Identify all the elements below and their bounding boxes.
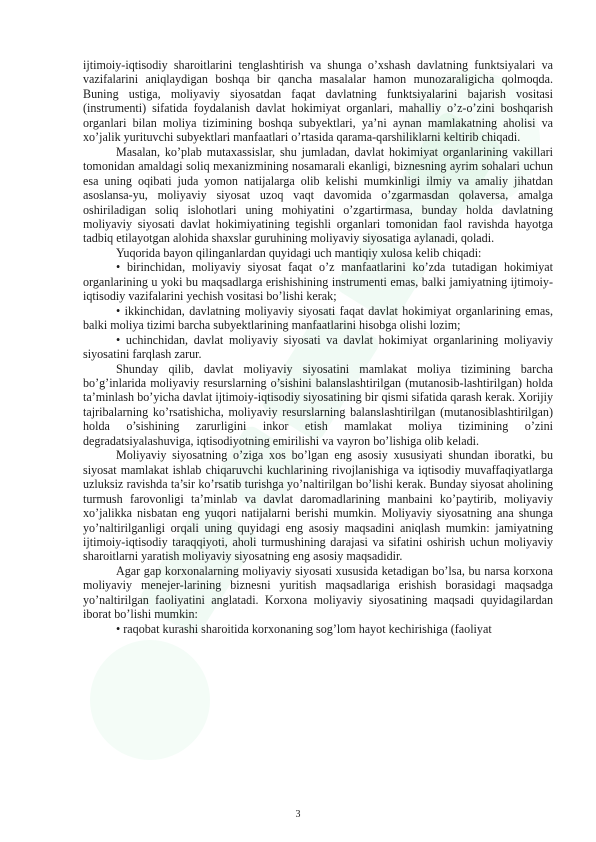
paragraph: Moliyaviy siyosatning o’ziga xos bo’lgan eng asosiy xususiyati shundan iboratki, bu siyosat mamlakat ishlab chiqaruvchi kuchlarining rivojlanishiga va iqtisodiy muvaffaqiyatlarga uzluksiz ravishda ta’sir ko’rsatib turishga yo’naltirilgan bo’lishi kerak. Bunday siyosat aholining turmush farovonligi ta’minlab va davlat daromadlarining manbaini ko’paytirib, moliyaviy xo’jalikka nisbatan eng yuqori natijalarni berishi mumkin. Moliyaviy siyosatning ana shunga yo’naltirilganligi orqali uning quyidagi eng asosiy maqsadini aniqlash mumkin: jamiyatning ijtimoiy-iqtisodiy taraqqiyoti, aholi turmushining darajasi va sifatini oshirish uchun moliyaviy sharoitlarni yaratish moliyaviy siyosatning eng asosiy maqsadidir. [83,448,553,564]
paragraph: Agar gap korxonalarning moliyaviy siyosati xususida ketadigan bo’lsa, bu narsa korxona moliyaviy menejer-larining biznesni yuritish maqsadlariga erishish borasidagi maqsadga yo’naltirilgan faoliyatini anglatadi. Korxona moliyaviy siyosatining maqsadi quyidagilardan iborat bo’lishi mumkin: [83,563,553,622]
paragraph: Yuqorida bayon qilinganlardan quyidagi uch mantiqiy xulosa kelib chiqadi: [116,245,482,260]
bullet-item: • uchinchidan, davlat moliyaviy siyosati va davlat hokimiyat organlarining moliyaviy siyosatini farqlash zarur. [83,332,553,362]
page-number: 3 [295,809,301,820]
document-body [83,58,553,636]
paragraph: Masalan, ko’plab mutaxassislar, shu jumladan, davlat hokimiyat organlarining vakillari tomonidan amaldagi soliq mexanizmining nosamarali ekanligi, biznesning ayrim sohalari uchun esa uning oqibati juda yomon natijalarga olib kelishi mumkinligi ilmiy va amaliy jihatdan asoslansa-yu, moliyaviy siyosat uzoq vaqt davomida o’zgarmasdan qolaversa, amalga oshiriladigan soliq islohotlari uning mohiyatini o’zgartirmasa, bunday holda davlatning moliyaviy siyosati davlat hokimiyatining tegishli organlari tomonidan faol ravishda hayotga tadbiq etilayotgan alohida shaxslar guruhining moliyaviy siyosatiga aylanadi, qoladi. [83,144,553,246]
bullet-item: • raqobat kurashi sharoitida korxonaning sog’lom hayot kechirishiga (faoliyat [116,621,492,636]
bullet-item: • birinchidan, moliyaviy siyosat faqat o’z manfaatlarini ko’zda tutadigan hokimiyat organlarining u yoki bu maqsadlarga erishishining instrumenti emas, balki jamiyatning ijtimoiy-iqtisodiy vazifalarini yechish vositasi bo’lishi kerak; [83,260,553,304]
paragraph: Shunday qilib, davlat moliyaviy siyosatini mamlakat moliya tizimining barcha bo’g’inlarida moliyaviy resurslarning o’sishini balanslashtirilgan (mutanosib-lashtirilgan) holda ta’minlash bo’yicha davlat ijtimoiy-iqtisodiy siyosatining bir qismi sifatida qarash kerak. Xorijiy tajribalarning ko’rsatishicha, moliyaviy resurslarning balanslashtirilgan (mutanosiblashtirilgan) holda o’sishining zarurligini inkor etish mamlakat moliya tizimining o’zini degradatsiyalashuviga, iqtisodiyotning emirilishi va vayron bo’lishiga olib keladi. [83,361,553,448]
paragraph: ijtimoiy-iqtisodiy sharoitlarini tenglashtirish va shunga o’xshash davlatning funktsiyalari va vazifalarini aniqlaydigan boshqa bir qancha masalalar hamon munozaraligicha qolmoqda. Buning ustiga, moliyaviy siyosatdan faqat davlatning funktsiyalarini bajarish vositasi (instrumenti) sifatida foydalanish davlat hokimiyat organlari, mahalliy o’z-o’zini boshqarish organlari bilan moliya tizimining boshqa subyektlari, ya’ni aynan mamlakatning aholisi va xo’jalik yurituvchi subyektlari manfaatlari o’rtasida qarama-qarshiliklarni keltirib chiqadi. [83,58,553,145]
bullet-item: • ikkinchidan, davlatning moliyaviy siyosati faqat davlat hokimiyat organlarining emas, balki moliya tizimi barcha subyektlarining manfaatlarini hisobga olishi lozim; [83,303,553,333]
